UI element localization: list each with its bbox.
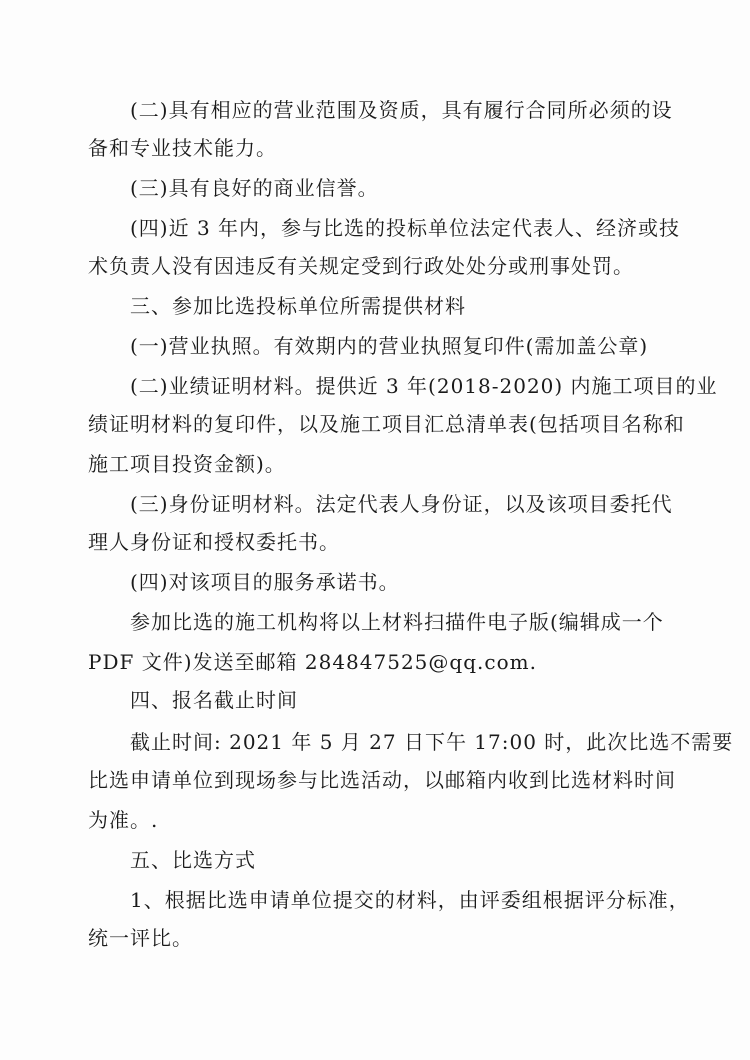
text-line: 1、根据比选申请单位提交的材料，由评委组根据评分标准， (130, 888, 690, 912)
text-line: (二)业绩证明材料。提供近 3 年(2018-2020) 内施工项目的业 (130, 374, 718, 398)
text-line: 施工项目投资金额)。 (88, 452, 286, 476)
text-line: 截止时间: 2021 年 5 月 27 日下午 17:00 时，此次比选不需要 (130, 730, 734, 754)
text-line: (四)对该项目的服务承诺书。 (130, 570, 400, 594)
text-line: (二)具有相应的营业范围及资质，具有履行合同所必须的设 (130, 98, 673, 122)
text-line: (三)身份证明材料。法定代表人身份证，以及该项目委托代 (130, 492, 673, 516)
text-line: 术负责人没有因违反有关规定受到行政处处分或刑事处罚。 (88, 254, 634, 278)
text-line: 参加比选的施工机构将以上材料扫描件电子版(编辑成一个 (130, 610, 664, 634)
text-line: 备和专业技术能力。 (88, 136, 277, 160)
text-line: 比选申请单位到现场参与比选活动，以邮箱内收到比选材料时间 (88, 768, 676, 792)
text-line: 统一评比。 (88, 926, 193, 950)
text-line: 理人身份证和授权委托书。 (88, 530, 340, 554)
text-line: (四)近 3 年内，参与比选的投标单位法定代表人、经济或技 (130, 216, 681, 240)
text-line: (一)营业执照。有效期内的营业执照复印件(需加盖公章) (130, 334, 649, 358)
section-heading: 四、报名截止时间 (130, 688, 298, 712)
text-line: 绩证明材料的复印件，以及施工项目汇总清单表(包括项目名称和 (88, 412, 685, 436)
text-line: 为准。. (88, 808, 159, 832)
text-line: PDF 文件)发送至邮箱 284847525@qq.com. (88, 650, 537, 674)
text-line: (三)具有良好的商业信誉。 (130, 176, 379, 200)
section-heading: 三、参加比选投标单位所需提供材料 (130, 294, 466, 318)
section-heading: 五、比选方式 (130, 848, 256, 872)
